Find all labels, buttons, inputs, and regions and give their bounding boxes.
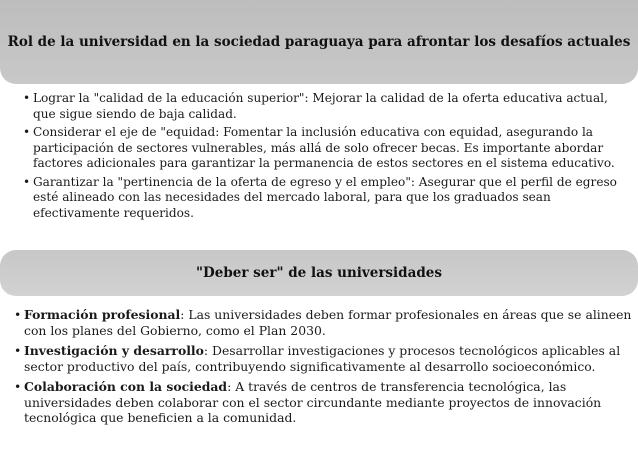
bullet-icon: • — [14, 378, 22, 394]
duty-item-text: : A través de centros de transferencia tecnológica, las universidades deben colaborar con el sector circundante mediante proyectos de innovación tecnológica que beneficien a la comunidad. — [24, 378, 602, 426]
duty-banner — [0, 250, 638, 296]
duties-list — [14, 307, 632, 426]
bullet-icon: • — [14, 342, 22, 358]
duty-item-text: : Las universidades deben formar profesionales en áreas que se alineen con los planes del Gobierno, como el Plan 2030. — [24, 307, 632, 338]
role-banner-title: Rol de la universidad en la sociedad paraguaya para afrontar los desafíos actuales — [7, 34, 631, 50]
duty-item-training — [14, 307, 632, 339]
bullet-icon: • — [23, 174, 31, 189]
bullet-icon: • — [23, 125, 31, 139]
challenges-list — [23, 91, 631, 221]
duty-item-research — [14, 343, 632, 375]
challenge-item-text: Garantizar la "pertinencia de la oferta de egreso y el empleo": Asegurar que el perfil de egreso esté alineado con las necesidades del mercado laboral, para que los graduados sean efectivamente requeridos. — [33, 174, 617, 220]
challenge-item-equity — [23, 125, 631, 172]
duty-item-term: Formación profesional — [24, 307, 181, 322]
challenge-item-quality — [23, 91, 631, 122]
duty-item-collaboration — [14, 379, 632, 427]
bullet-icon: • — [14, 307, 22, 322]
role-banner — [0, 0, 638, 84]
bullet-icon: • — [23, 91, 31, 105]
duty-banner-title: "Deber ser" de las universidades — [196, 265, 442, 281]
duty-item-term: Investigación y desarrollo — [24, 342, 204, 358]
challenge-item-text: Lograr la "calidad de la educación superior": Mejorar la calidad de la oferta educativa actual, que sigue siendo de baja calidad. — [33, 91, 608, 121]
duty-item-text: : Desarrollar investigaciones y procesos tecnológicos aplicables al sector productivo del país, contribuyendo significativamente al desarrollo socioeconómico. — [24, 342, 621, 374]
challenge-item-text: Considerar el eje de "equidad: Fomentar la inclusión educativa con equidad, asegurando la participación de sectores vulnerables, más allá de solo ofrecer becas. Es importante abordar factores adicionales para garantizar la permanencia de estos sectores en el sistema educativo. — [33, 125, 615, 170]
duty-item-term: Colaboración con la sociedad — [24, 378, 228, 394]
challenge-item-relevance — [23, 175, 631, 222]
